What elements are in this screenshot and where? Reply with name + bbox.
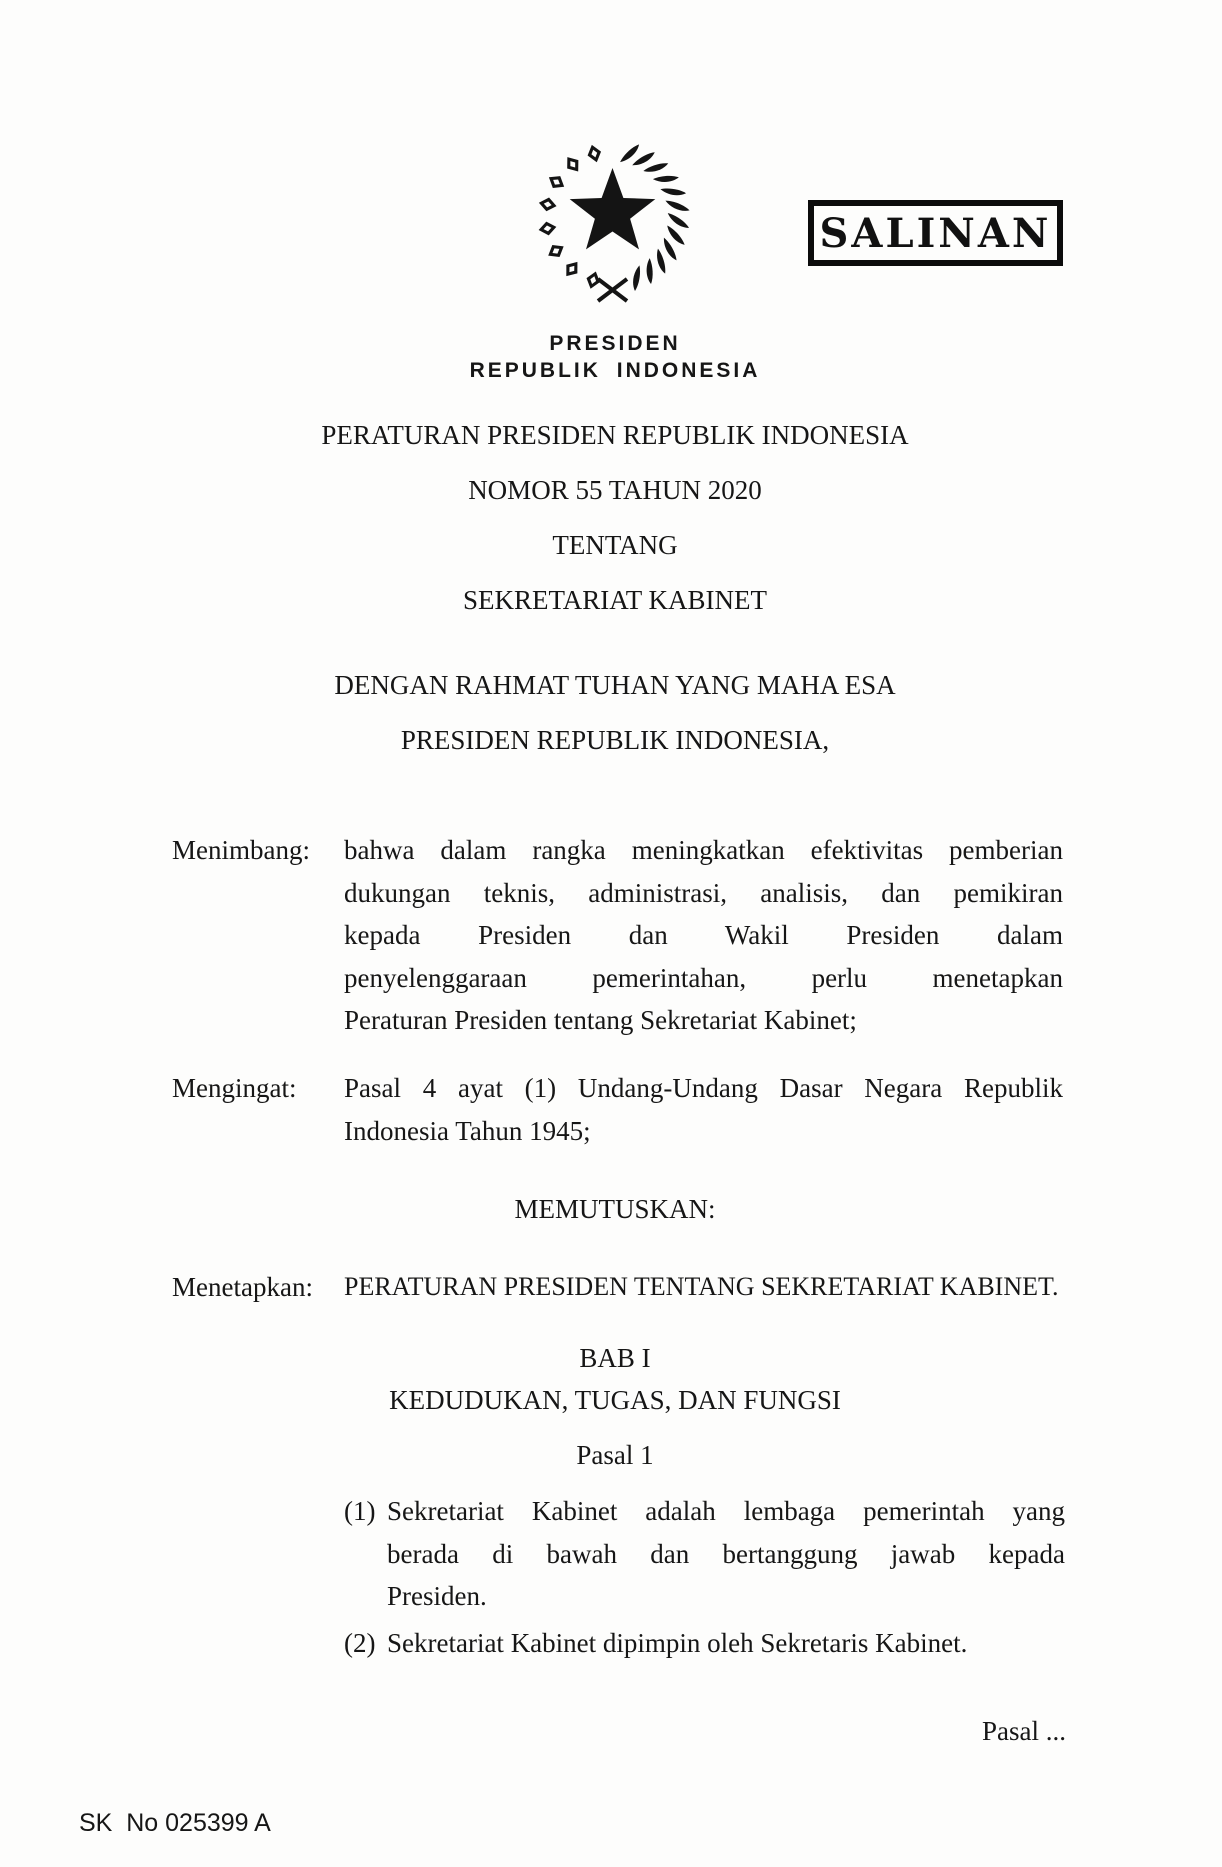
catchword: Pasal ... [982, 1716, 1066, 1746]
considering-label: Menimbang: [172, 835, 310, 865]
article-item-line: Sekretariat Kabinet adalah lembaga pemerintah yang [387, 1496, 1065, 1526]
article-item-line: Presiden. [387, 1581, 487, 1611]
remembering-label: Mengingat: [172, 1073, 297, 1103]
chapter-title: KEDUDUKAN, TUGAS, DAN FUNGSI [389, 1385, 841, 1415]
chapter-number: BAB I [579, 1343, 651, 1373]
enacting-content: PERATURAN PRESIDEN TENTANG SEKRETARIAT KABINET. [344, 1272, 1059, 1301]
article-item-marker: (1) [344, 1496, 376, 1526]
article-item-line: Sekretariat Kabinet dipimpin oleh Sekretaris Kabinet. [387, 1628, 968, 1658]
considering-line: bahwa dalam rangka meningkatkan efektivitas pemberian [344, 835, 1063, 865]
enacting-label: Menetapkan: [172, 1272, 313, 1302]
considering-content [344, 829, 1063, 1042]
remembering-content [344, 1067, 1063, 1152]
preamble-invocation: DENGAN RAHMAT TUHAN YANG MAHA ESA [334, 670, 896, 700]
considering-line: kepada Presiden dan Wakil Presiden dalam [344, 920, 1063, 950]
preamble-block [8, 658, 1222, 768]
crossed-stems [598, 279, 627, 301]
preamble-authority: PRESIDEN REPUBLIK INDONESIA, [400, 725, 830, 755]
article-item-content [387, 1490, 1065, 1618]
article-item-content [387, 1622, 1065, 1665]
star-icon [570, 168, 656, 249]
remembering-line: Pasal 4 ayat (1) Undang-Undang Dasar Negara Republik [344, 1073, 1063, 1103]
serial-number: SK No 025399 A [79, 1809, 271, 1837]
salinan-stamp-label: SALINAN [819, 209, 1052, 257]
doc-title-line-3: TENTANG [552, 530, 678, 560]
article-item-marker: (2) [344, 1628, 376, 1658]
decree-heading: MEMUTUSKAN: [514, 1194, 716, 1224]
considering-line: dukungan teknis, administrasi, analisis, dan pemikiran [344, 877, 1063, 908]
salinan-stamp [808, 200, 1063, 266]
considering-line: penyelenggaraan pemerintahan, perlu menetapkan [344, 962, 1063, 993]
article-item-line: berada di bawah dan bertanggung jawab kepada [387, 1538, 1065, 1569]
article-heading: Pasal 1 [576, 1440, 654, 1470]
considering-line: Peraturan Presiden tentang Sekretariat Kabinet; [344, 1005, 857, 1035]
letterhead-line-1: PRESIDEN [549, 332, 681, 355]
doc-title-line-4: SEKRETARIAT KABINET [462, 585, 768, 615]
presidential-seal-emblem [528, 143, 697, 303]
document-title-block [8, 408, 1222, 628]
remembering-line: Indonesia Tahun 1945; [344, 1115, 591, 1146]
doc-title-line-2: NOMOR 55 TAHUN 2020 [468, 475, 762, 505]
letterhead-line-2: REPUBLIK INDONESIA [469, 359, 761, 382]
doc-title-line-1: PERATURAN PRESIDEN REPUBLIK INDONESIA [321, 420, 909, 450]
